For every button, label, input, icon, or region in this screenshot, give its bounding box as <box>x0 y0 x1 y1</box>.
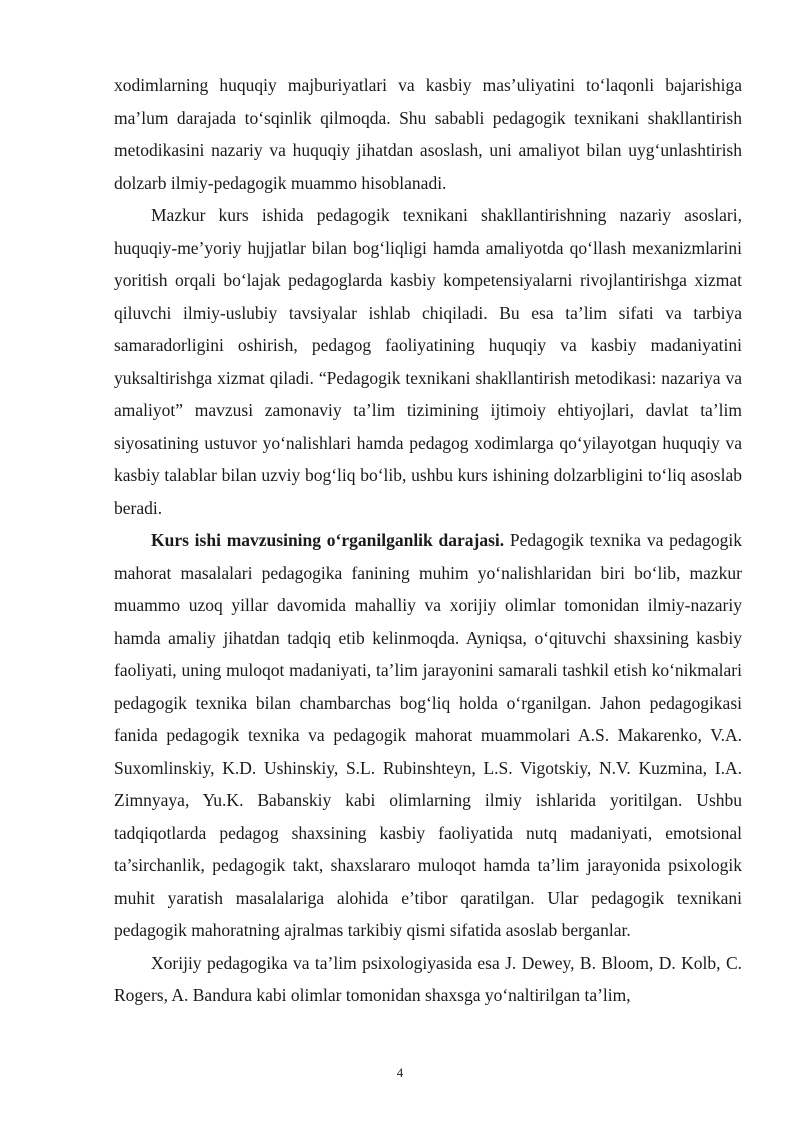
section-heading: Kurs ishi mavzusining o‘rganilganlik darajasi. <box>151 530 505 550</box>
paragraph-3 <box>114 524 742 947</box>
paragraph-1-text: xodimlarning huquqiy majburiyatlari va kasbiy mas’uliyatini to‘laqonli bajarishiga ma’lum darajada to‘sqinlik qilmoqda. Shu sababli pedagogik texnikani shakllantirish metodikasini nazariy va huquqiy jihatdan asoslash, uni amaliyot bilan uyg‘unlashtirish dolzarb ilmiy-pedagogik muammo hisoblanadi. <box>114 75 742 193</box>
page-number: 4 <box>396 1065 404 1080</box>
paragraph-4 <box>114 947 742 1012</box>
body-text <box>114 69 742 1012</box>
paragraph-1 <box>114 69 742 199</box>
paragraph-2 <box>114 199 742 524</box>
paragraph-2-text: Mazkur kurs ishida pedagogik texnikani shakllantirishning nazariy asoslari, huquqiy-me’yoriy hujjatlar bilan bog‘liqligi hamda amaliyotda qo‘llash mexanizmlarini yoritish orqali bo‘lajak pedagoglarda kasbiy kompetensiyalarni rivojlantirishga xizmat qiluvchi ilmiy-uslubiy tavsiyalar ishlab chiqiladi. Bu esa ta’lim sifati va tarbiya samaradorligini oshirish, pedagog faoliyatining huquqiy va kasbiy madaniyatini yuksaltirishga xizmat qiladi. “Pedagogik texnikani shakllantirish metodikasi: nazariya va amaliyot” mavzusi zamonaviy ta’lim tizimining ijtimoiy ehtiyojlari, davlat ta’lim siyosatining ustuvor yo‘nalishlari hamda pedagog xodimlarga qo‘yilayotgan huquqiy va kasbiy talablar bilan uzviy bog‘liq bo‘lib, ushbu kurs ishining dolzarbligini to‘liq asoslab beradi. <box>114 205 742 518</box>
paragraph-3-text: Pedagogik texnika va pedagogik mahorat masalalari pedagogika fanining muhim yo‘nalishlaridan biri bo‘lib, mazkur muammo uzoq yillar davomida mahalliy va xorijiy olimlar tomonidan ilmiy-nazariy hamda amaliy jihatdan tadqiq etib kelinmoqda. Ayniqsa, o‘qituvchi shaxsining kasbiy faoliyati, uning muloqot madaniyati, ta’lim jarayonini samarali tashkil etish ko‘nikmalari pedagogik texnika bilan chambarchas bog‘liq holda o‘rganilgan. Jahon pedagogikasi fanida pedagogik texnika va pedagogik mahorat muammolari A.S. Makarenko, V.A. Suxomlinskiy, K.D. Ushinskiy, S.L. Rubinshteyn, L.S. Vigotskiy, N.V. Kuzmina, I.A. Zimnyaya, Yu.K. Babanskiy kabi olimlarning ilmiy ishlarida yoritilgan. Ushbu tadqiqotlarda pedagog shaxsining kasbiy faoliyatida nutq madaniyati, emotsional ta’sirchanlik, pedagogik takt, shaxslararo muloqot hamda ta’lim jarayonida psixologik muhit yaratish masalalariga alohida e’tibor qaratilgan. Ular pedagogik texnikani pedagogik mahoratning ajralmas tarkibiy qismi sifatida asoslab berganlar. <box>114 530 742 940</box>
paragraph-4-text: Xorijiy pedagogika va ta’lim psixologiyasida esa J. Dewey, B. Bloom, D. Kolb, C. Rogers, A. Bandura kabi olimlar tomonidan shaxsga yo‘naltirilgan ta’lim, <box>114 952 742 1005</box>
